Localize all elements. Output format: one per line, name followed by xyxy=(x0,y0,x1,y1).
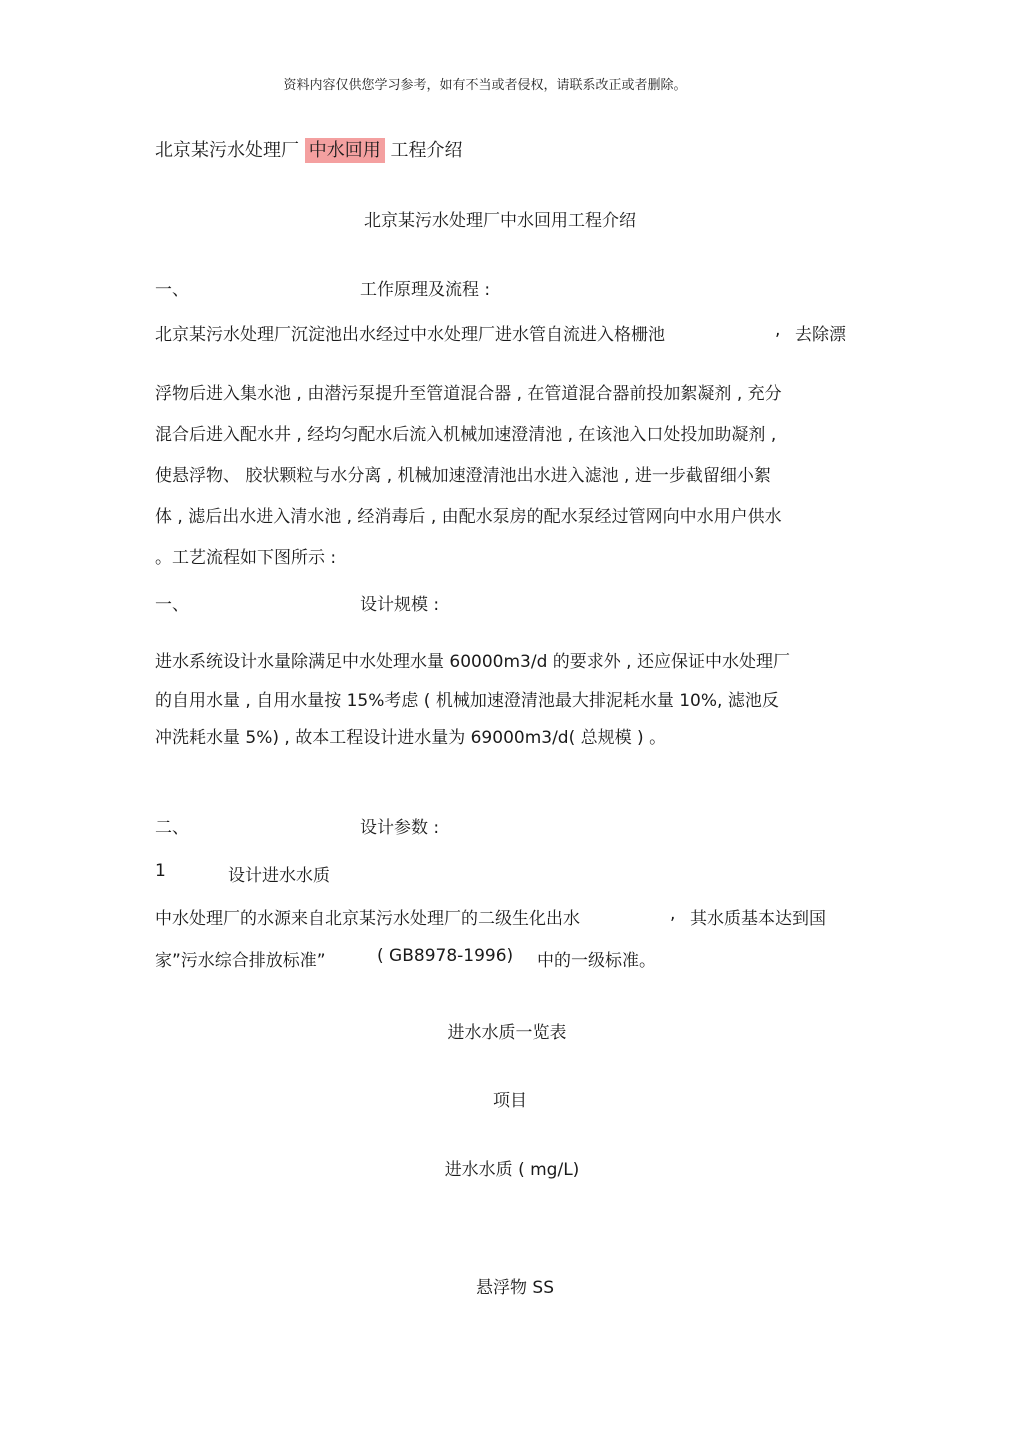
section1-line1-a: 北京某污水处理厂沉淀池出水经过中水处理厂进水管自流进入格栅池 xyxy=(155,325,665,345)
section3-line xyxy=(155,904,860,929)
title-highlight: 中水回用 xyxy=(305,138,385,163)
section1-line1-b: , xyxy=(775,320,781,340)
section2-line: 冲洗耗水量 5%) , 故本工程设计进水量为 69000m3/d( 总规模 ) 。 xyxy=(155,728,667,748)
section1-number: 一、 xyxy=(155,280,189,300)
table-title: 进水水质一览表 xyxy=(447,1023,567,1043)
section3-line2-b: ( GB8978-1996) xyxy=(377,946,514,966)
subtitle: 北京某污水处理厂中水回用工程介绍 xyxy=(364,211,636,231)
section2-number: 一、 xyxy=(155,595,189,615)
section2-heading: 设计规模 : xyxy=(360,595,440,615)
copyright-notice: 资料内容仅供您学习参考，如有不当或者侵权，请联系改正或者删除。 xyxy=(283,78,687,93)
section3-line1-b: , xyxy=(670,904,676,924)
section3-line1-a: 中水处理厂的水源来自北京某污水处理厂的二级生化出水 xyxy=(155,909,580,929)
table-header-item: 项目 xyxy=(493,1091,527,1111)
section1-line: 混合后进入配水井 , 经均匀配水后流入机械加速澄清池 , 在该池入口处投加助凝剂 , xyxy=(155,425,777,445)
section3-heading: 设计参数 : xyxy=(360,818,440,838)
section2-line: 进水系统设计水量除满足中水处理水量 60000m3/d 的要求外 , 还应保证中水处理厂 xyxy=(155,652,790,672)
table-row-label: 悬浮物 SS xyxy=(476,1278,554,1298)
section2-line: 的自用水量 , 自用水量按 15%考虑 ( 机械加速澄清池最大排泥耗水量 10%, 滤池反 xyxy=(155,691,779,711)
section1-line: 使悬浮物、 胶状颗粒与水分离 , 机械加速澄清池出水进入滤池 , 进一步截留细小絮 xyxy=(155,466,771,486)
title-suffix: 工程介绍 xyxy=(390,140,463,161)
subsection-heading: 设计进水水质 xyxy=(228,866,330,886)
table-header-quality: 进水水质 ( mg/L) xyxy=(444,1160,580,1180)
section1-line1-c: 去除漂 xyxy=(795,325,846,345)
section3-line2-c: 中的一级标准。 xyxy=(537,951,656,971)
section1-line: 。工艺流程如下图所示 : xyxy=(155,548,337,568)
section3-line2-a: 家”污水综合排放标准” xyxy=(155,951,326,971)
section1-line: 浮物后进入集水池 , 由潜污泵提升至管道混合器 , 在管道混合器前投加絮凝剂 , 充分 xyxy=(155,384,782,404)
document-title xyxy=(155,136,462,162)
section1-line: 体 , 滤后出水进入清水池 , 经消毒后 , 由配水泵房的配水泵经过管网向中水用户供水 xyxy=(155,507,782,527)
section3-line1-c: 其水质基本达到国 xyxy=(690,909,826,929)
title-prefix: 北京某污水处理厂 xyxy=(155,140,299,161)
section1-line xyxy=(155,320,860,345)
section3-line xyxy=(155,946,860,971)
section3-number: 二、 xyxy=(155,818,189,838)
subsection-number: 1 xyxy=(155,861,166,881)
section1-heading: 工作原理及流程 : xyxy=(360,280,491,300)
